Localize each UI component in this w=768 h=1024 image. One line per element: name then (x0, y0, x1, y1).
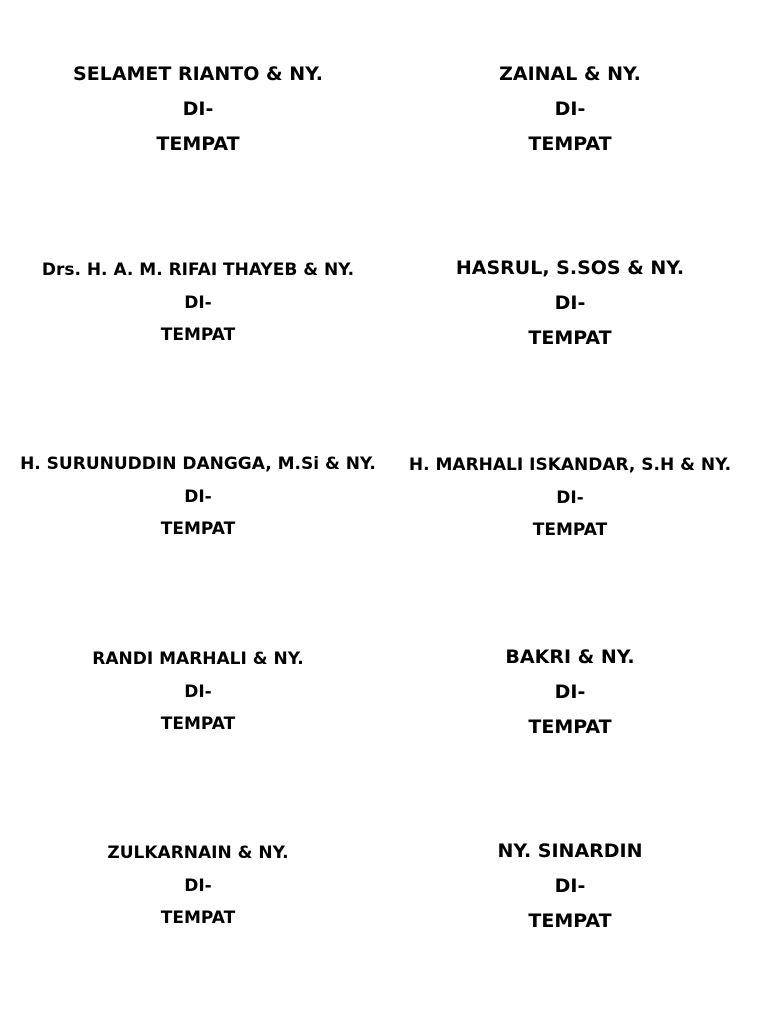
recipient-name: SELAMET RIANTO & NY. (73, 62, 323, 85)
recipient-line-2: DI- (182, 97, 214, 120)
label-10 (384, 833, 756, 939)
recipient-line-2: DI- (554, 874, 586, 897)
recipient-line-2: DI- (556, 487, 584, 508)
label-5 (12, 432, 384, 562)
recipient-line-3: TEMPAT (528, 326, 612, 349)
recipient-name: H. SURUNUDDIN DANGGA, M.Si & NY. (20, 454, 376, 475)
recipient-line-2: DI- (184, 875, 212, 896)
recipient-name: RANDI MARHALI & NY. (92, 649, 304, 670)
recipient-line-2: DI- (554, 97, 586, 120)
recipient-line-3: TEMPAT (160, 325, 236, 346)
recipient-name: BAKRI & NY. (505, 645, 635, 668)
recipient-line-3: TEMPAT (160, 714, 236, 735)
label-1 (12, 56, 384, 162)
recipient-line-3: TEMPAT (160, 908, 236, 929)
label-3 (12, 254, 384, 352)
recipient-line-2: DI- (184, 292, 212, 313)
recipient-name: ZULKARNAIN & NY. (107, 843, 289, 864)
recipient-line-3: TEMPAT (532, 520, 608, 541)
recipient-name: H. MARHALI ISKANDAR, S.H & NY. (408, 455, 732, 476)
recipient-line-2: DI- (184, 486, 212, 507)
recipient-name: ZAINAL & NY. (499, 62, 641, 85)
recipient-line-2: DI- (554, 680, 586, 703)
recipient-line-2: DI- (554, 291, 586, 314)
recipient-name: HASRUL, S.SOS & NY. (455, 256, 685, 279)
label-6 (384, 449, 756, 547)
recipient-line-2: DI- (184, 681, 212, 702)
recipient-line-3: TEMPAT (528, 132, 612, 155)
label-7 (12, 643, 384, 741)
label-2 (384, 56, 756, 162)
recipient-line-3: TEMPAT (160, 519, 236, 540)
recipient-line-3: TEMPAT (528, 909, 612, 932)
recipient-name: Drs. H. A. M. RIFAI THAYEB & NY. (41, 260, 355, 281)
label-4 (384, 250, 756, 356)
recipient-line-3: TEMPAT (156, 132, 240, 155)
recipient-line-3: TEMPAT (528, 715, 612, 738)
label-8 (384, 639, 756, 745)
recipient-name: NY. SINARDIN (497, 839, 643, 862)
label-9 (12, 837, 384, 935)
